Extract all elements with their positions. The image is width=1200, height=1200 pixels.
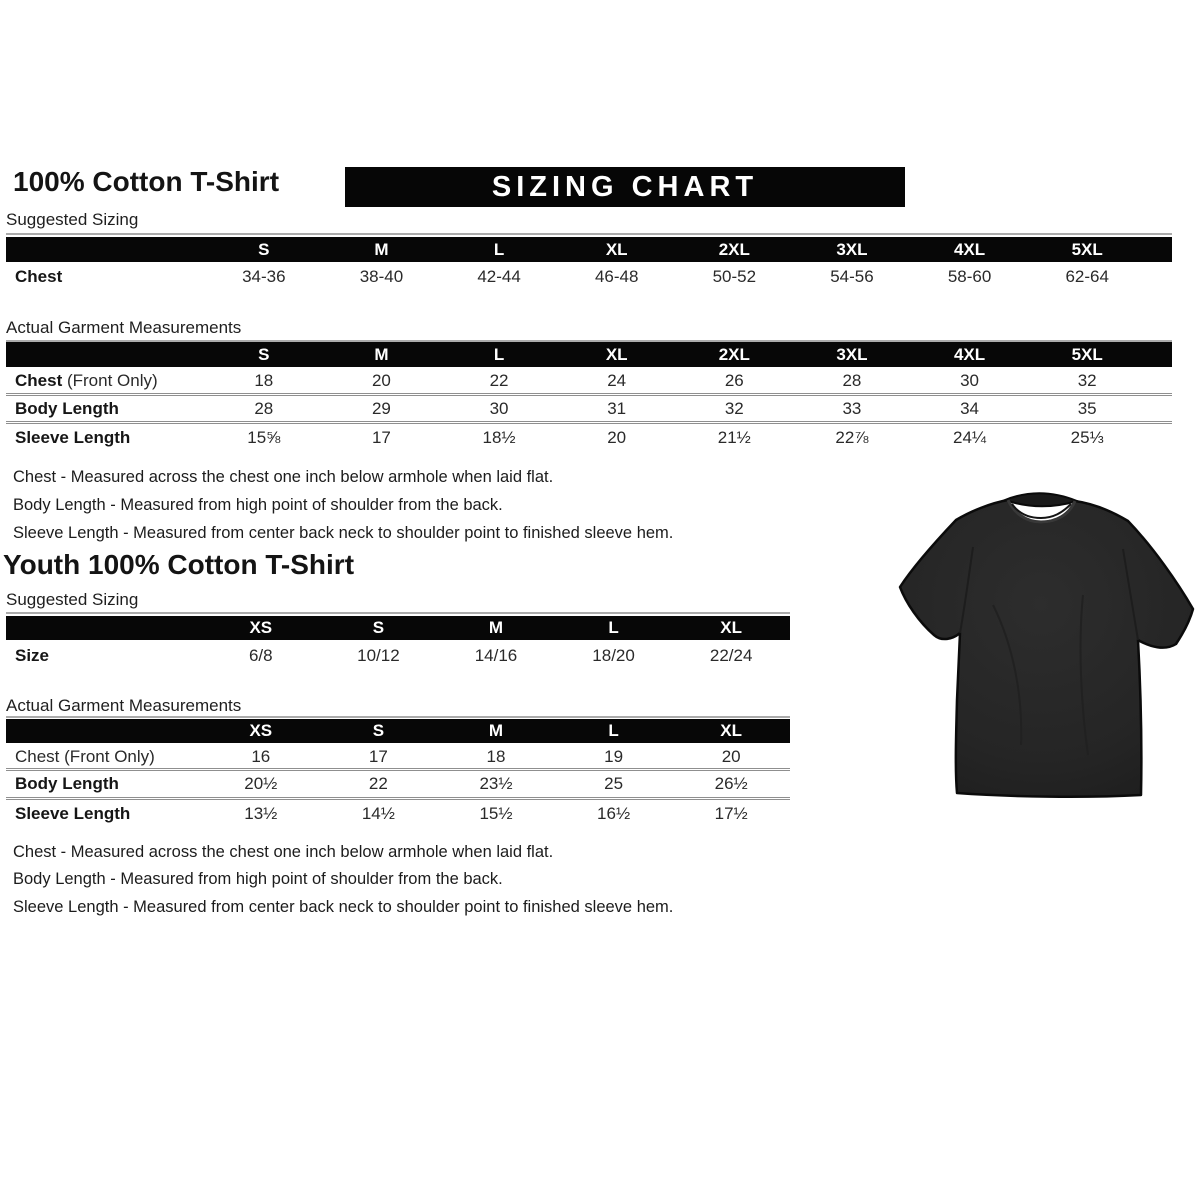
size-column-header: XL (605, 239, 628, 259)
adult-measurement-notes (13, 463, 673, 547)
table-cell: 20 (371, 370, 391, 390)
section-rule (6, 716, 790, 718)
table-cell: 16½ (597, 804, 631, 823)
table-cell: 62-64 (1065, 266, 1109, 286)
table-cell: 32 (724, 398, 744, 418)
size-column-header: 5XL (1071, 344, 1103, 364)
row-label: Size (15, 645, 50, 665)
table-cell: 30 (960, 370, 980, 390)
size-column-header: S (372, 618, 385, 637)
measurement-note: Body Length - Measured from high point of shoulder from the back. (13, 870, 503, 889)
row-label: Body Length (15, 398, 119, 418)
row-label-suffix: (Front Only) (59, 746, 155, 766)
table-cell: 54-56 (830, 266, 874, 286)
size-column-header: S (258, 344, 270, 364)
row-label: Sleeve Length (15, 804, 131, 823)
measurement-note: Chest - Measured across the chest one inch below armhole when laid flat. (13, 468, 554, 486)
measurement-note: Sleeve Length - Measured from center back neck to shoulder point to finished sleeve hem. (13, 897, 674, 916)
row-label (6, 371, 205, 391)
size-column-header: L (608, 721, 619, 740)
size-column-header: L (493, 239, 505, 259)
table-cell: 30 (489, 398, 509, 418)
table-cell: 23½ (479, 774, 513, 793)
table-cell: 29 (371, 398, 391, 418)
table-cell: 20½ (244, 774, 278, 793)
table-cell: 6/8 (248, 645, 273, 665)
table-cell: 35 (1077, 398, 1097, 418)
table-cell: 34 (960, 398, 980, 418)
size-column-header: M (374, 344, 389, 364)
tshirt-illustration (893, 485, 1200, 810)
youth-size-row (6, 642, 790, 669)
youth-sleeve-length-row (6, 800, 790, 828)
size-column-header: 3XL (836, 344, 868, 364)
size-column-header: 4XL (953, 239, 986, 259)
adult-body-length-row (6, 396, 1172, 424)
table-cell: 20 (721, 746, 741, 766)
row-label-suffix: (Front Only) (62, 370, 158, 390)
size-column-header: XS (249, 721, 273, 740)
youth-actual-measurements-label: Actual Garment Measurements (6, 696, 242, 715)
size-column-header: 4XL (953, 344, 986, 364)
table-cell: 18/20 (592, 645, 635, 665)
table-cell: 28 (842, 370, 862, 390)
size-column-header: L (608, 618, 619, 637)
adult-suggested-header-row (6, 237, 1172, 262)
adult-sleeve-length-row (6, 424, 1172, 452)
table-cell: 13½ (244, 804, 278, 823)
youth-body-length-row (6, 771, 790, 800)
youth-actual-header-row (6, 719, 790, 743)
table-cell: 15½ (479, 804, 513, 823)
youth-chest-row (6, 745, 790, 771)
table-cell: 33 (842, 398, 862, 418)
sizing-chart-banner-text: SIZING CHART (491, 170, 759, 203)
table-cell: 32 (1077, 370, 1097, 390)
size-column-header: M (374, 239, 389, 259)
table-cell: 42-44 (477, 266, 521, 286)
table-cell: 16 (251, 746, 271, 766)
table-cell: 25⅓ (1070, 428, 1104, 447)
adult-suggested-sizing-label: Suggested Sizing (6, 210, 139, 229)
table-cell: 46-48 (594, 266, 639, 286)
table-cell: 17 (371, 428, 391, 447)
size-column-header: L (493, 344, 505, 364)
size-column-header: 2XL (718, 344, 750, 364)
adult-actual-header-row (6, 342, 1172, 367)
table-cell: 22 (368, 774, 388, 793)
table-cell: 20 (607, 428, 627, 447)
size-column-header: 5XL (1071, 239, 1103, 259)
size-column-header: S (372, 721, 385, 740)
size-column-header: S (258, 239, 270, 259)
measurement-note: Chest - Measured across the chest one inch below armhole when laid flat. (13, 843, 554, 861)
size-column-header: M (488, 618, 504, 637)
table-cell: 31 (607, 398, 627, 418)
section-rule (6, 612, 790, 614)
row-label (6, 747, 202, 767)
adult-chest-row (6, 368, 1172, 396)
table-cell: 17 (368, 746, 388, 766)
table-cell: 18 (254, 370, 274, 390)
table-cell: 19 (604, 746, 624, 766)
adult-actual-measurements-label: Actual Garment Measurements (6, 318, 242, 337)
row-label: Body Length (15, 774, 119, 793)
table-cell: 15⅝ (247, 428, 281, 447)
table-cell: 17½ (714, 804, 748, 823)
size-column-header: XL (720, 721, 743, 740)
table-cell: 22⅞ (835, 428, 869, 447)
table-cell: 26 (724, 370, 744, 390)
table-cell: 10/12 (357, 645, 400, 665)
size-column-header: XL (720, 618, 743, 637)
adult-chest-range-row (6, 263, 1172, 290)
size-column-header: M (488, 721, 504, 740)
row-label: Chest (15, 266, 63, 286)
sizing-chart-banner (345, 167, 905, 207)
table-cell: 22 (489, 370, 509, 390)
table-cell: 34-36 (242, 266, 286, 286)
table-cell: 50-52 (712, 266, 757, 286)
row-label-main: Chest (15, 746, 60, 766)
size-column-header: 3XL (836, 239, 868, 259)
adult-section-title: 100% Cotton T-Shirt (13, 166, 280, 197)
table-cell: 18 (486, 746, 506, 766)
table-cell: 25 (604, 774, 624, 793)
youth-measurement-notes (13, 839, 673, 921)
size-column-header: 2XL (718, 239, 750, 259)
table-cell: 38-40 (359, 266, 404, 286)
youth-section-title: Youth 100% Cotton T-Shirt (3, 549, 355, 580)
size-column-header: XS (249, 618, 273, 637)
measurement-note: Body Length - Measured from high point of shoulder from the back. (13, 496, 503, 514)
size-column-header: XL (605, 344, 628, 364)
table-cell: 14½ (361, 804, 395, 823)
table-cell: 58-60 (947, 266, 992, 286)
row-label: Sleeve Length (15, 428, 131, 447)
section-rule (6, 233, 1172, 235)
youth-suggested-header-row (6, 616, 790, 640)
table-cell: 21½ (717, 428, 751, 447)
table-cell: 14/16 (474, 645, 518, 665)
table-cell: 24 (607, 370, 627, 390)
table-cell: 28 (254, 398, 274, 418)
row-label-main: Chest (15, 370, 63, 390)
table-cell: 24¼ (953, 428, 987, 447)
measurement-note: Sleeve Length - Measured from center back neck to shoulder point to finished sleeve hem. (13, 524, 674, 542)
table-cell: 22/24 (709, 645, 753, 665)
youth-suggested-sizing-label: Suggested Sizing (6, 590, 139, 609)
table-cell: 26½ (714, 774, 748, 793)
table-cell: 18½ (482, 428, 516, 447)
tshirt-photo (893, 485, 1200, 810)
